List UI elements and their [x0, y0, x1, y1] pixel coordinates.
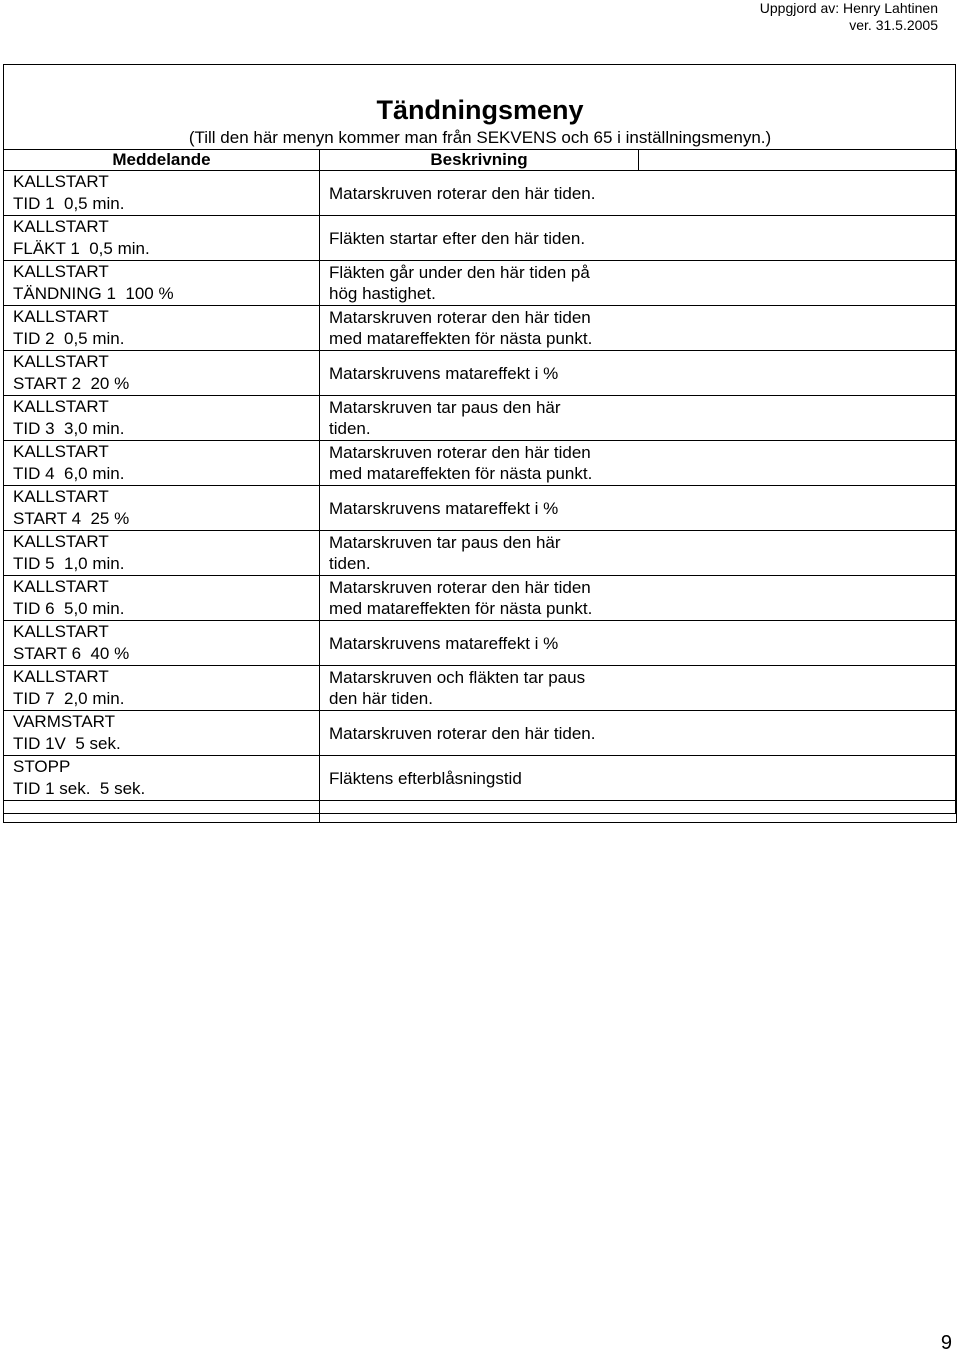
message-cell: [4, 621, 320, 666]
table-header-row: [4, 150, 957, 171]
column-header-meddelande: Meddelande: [4, 150, 320, 171]
message-line: TÄNDNING 1 100 %: [13, 284, 174, 303]
table-row: [4, 531, 957, 576]
message-line: FLÄKT 1 0,5 min.: [13, 239, 150, 258]
message-cell: [4, 576, 320, 621]
message-line: STOPP: [13, 757, 71, 776]
description-cell: [320, 486, 957, 531]
message-line: START 2 20 %: [13, 374, 130, 393]
description-line: med matareffekten för nästa punkt.: [329, 464, 593, 483]
message-line: KALLSTART: [13, 262, 109, 281]
table-row-empty: [4, 801, 957, 823]
message-line: KALLSTART: [13, 307, 109, 326]
description-line: Matarskruven roterar den här tiden: [329, 308, 591, 327]
table-row: [4, 441, 957, 486]
description-cell: [320, 216, 957, 261]
empty-cell: [4, 801, 320, 823]
message-line: TID 2 0,5 min.: [13, 329, 125, 348]
table-row: [4, 621, 957, 666]
message-cell: [4, 666, 320, 711]
description-line: Matarskruven och fläkten tar paus: [329, 668, 586, 687]
message-line: KALLSTART: [13, 217, 109, 236]
description-line: Matarskruven tar paus den här: [329, 533, 561, 552]
message-line: KALLSTART: [13, 172, 109, 191]
message-cell: [4, 261, 320, 306]
message-line: KALLSTART: [13, 667, 109, 686]
message-line: KALLSTART: [13, 397, 109, 416]
page-title: Tändningsmeny: [376, 95, 584, 125]
description-cell: [320, 396, 957, 441]
message-line: KALLSTART: [13, 487, 109, 506]
table-row: [4, 576, 957, 621]
table-row: [4, 486, 957, 531]
message-cell: [4, 486, 320, 531]
description-line: med matareffekten för nästa punkt.: [329, 329, 593, 348]
description-line: Matarskruven roterar den här tiden: [329, 578, 591, 597]
message-line: TID 4 6,0 min.: [13, 464, 125, 483]
description-line: Fläkten går under den här tiden på: [329, 263, 590, 282]
document-header: [760, 0, 938, 34]
description-line: Matarskruven roterar den här tiden.: [329, 723, 596, 743]
table-row: [4, 171, 957, 216]
description-cell: [320, 666, 957, 711]
message-cell: [4, 306, 320, 351]
message-cell: [4, 441, 320, 486]
message-cell: [4, 711, 320, 756]
message-line: TID 1 sek. 5 sek.: [13, 779, 146, 798]
version-line: ver. 31.5.2005: [849, 17, 938, 33]
table-row: [4, 306, 957, 351]
page-subtitle: (Till den här menyn kommer man från SEKVENS och 65 i inställningsmenyn.): [188, 128, 772, 147]
message-line: KALLSTART: [13, 577, 109, 596]
description-line: tiden.: [329, 554, 371, 573]
table-row: [4, 711, 957, 756]
description-line: Matarskruvens matareffekt i %: [329, 498, 559, 518]
description-line: tiden.: [329, 419, 371, 438]
description-line: Fläkten startar efter den här tiden.: [329, 228, 586, 248]
message-line: KALLSTART: [13, 352, 109, 371]
table-row: [4, 396, 957, 441]
message-line: START 6 40 %: [13, 644, 130, 663]
message-cell: [4, 396, 320, 441]
table-row: [4, 216, 957, 261]
message-line: TID 5 1,0 min.: [13, 554, 125, 573]
author-line: Uppgjord av: Henry Lahtinen: [759, 0, 938, 16]
page-number: 9: [940, 1332, 952, 1354]
table-row: [4, 756, 957, 801]
message-line: KALLSTART: [13, 622, 109, 641]
empty-cell: [320, 801, 957, 823]
description-cell: [320, 306, 957, 351]
description-line: med matareffekten för nästa punkt.: [329, 599, 593, 618]
description-line: hög hastighet.: [329, 284, 436, 303]
description-line: Matarskruven roterar den här tiden.: [329, 183, 596, 203]
table-row: [4, 261, 957, 306]
message-line: START 4 25 %: [13, 509, 130, 528]
message-line: KALLSTART: [13, 532, 109, 551]
message-cell: [4, 531, 320, 576]
message-line: TID 6 5,0 min.: [13, 599, 125, 618]
menu-table: [3, 149, 957, 823]
description-cell: [320, 621, 957, 666]
table-body: [4, 171, 957, 823]
description-cell: [320, 531, 957, 576]
message-line: TID 1 0,5 min.: [13, 194, 125, 213]
table-row: [4, 351, 957, 396]
description-cell: [320, 171, 957, 216]
description-cell: [320, 756, 957, 801]
message-line: TID 3 3,0 min.: [13, 419, 125, 438]
description-cell: [320, 261, 957, 306]
description-line: Matarskruvens matareffekt i %: [329, 633, 559, 653]
message-line: TID 1V 5 sek.: [13, 734, 121, 753]
description-line: Matarskruven roterar den här tiden: [329, 443, 591, 462]
description-line: Matarskruvens matareffekt i %: [329, 363, 559, 383]
table-row: [4, 666, 957, 711]
description-cell: [320, 576, 957, 621]
description-cell: [320, 351, 957, 396]
description-line: den här tiden.: [329, 689, 433, 708]
message-cell: [4, 351, 320, 396]
description-line: Matarskruven tar paus den här: [329, 398, 561, 417]
column-header-empty: [639, 150, 957, 171]
message-cell: [4, 216, 320, 261]
message-line: KALLSTART: [13, 442, 109, 461]
message-line: TID 7 2,0 min.: [13, 689, 125, 708]
message-cell: [4, 171, 320, 216]
description-cell: [320, 441, 957, 486]
description-line: Fläktens efterblåsningstid: [329, 768, 522, 788]
message-line: VARMSTART: [13, 712, 116, 731]
description-cell: [320, 711, 957, 756]
column-header-beskrivning: Beskrivning: [320, 150, 639, 171]
message-cell: [4, 756, 320, 801]
